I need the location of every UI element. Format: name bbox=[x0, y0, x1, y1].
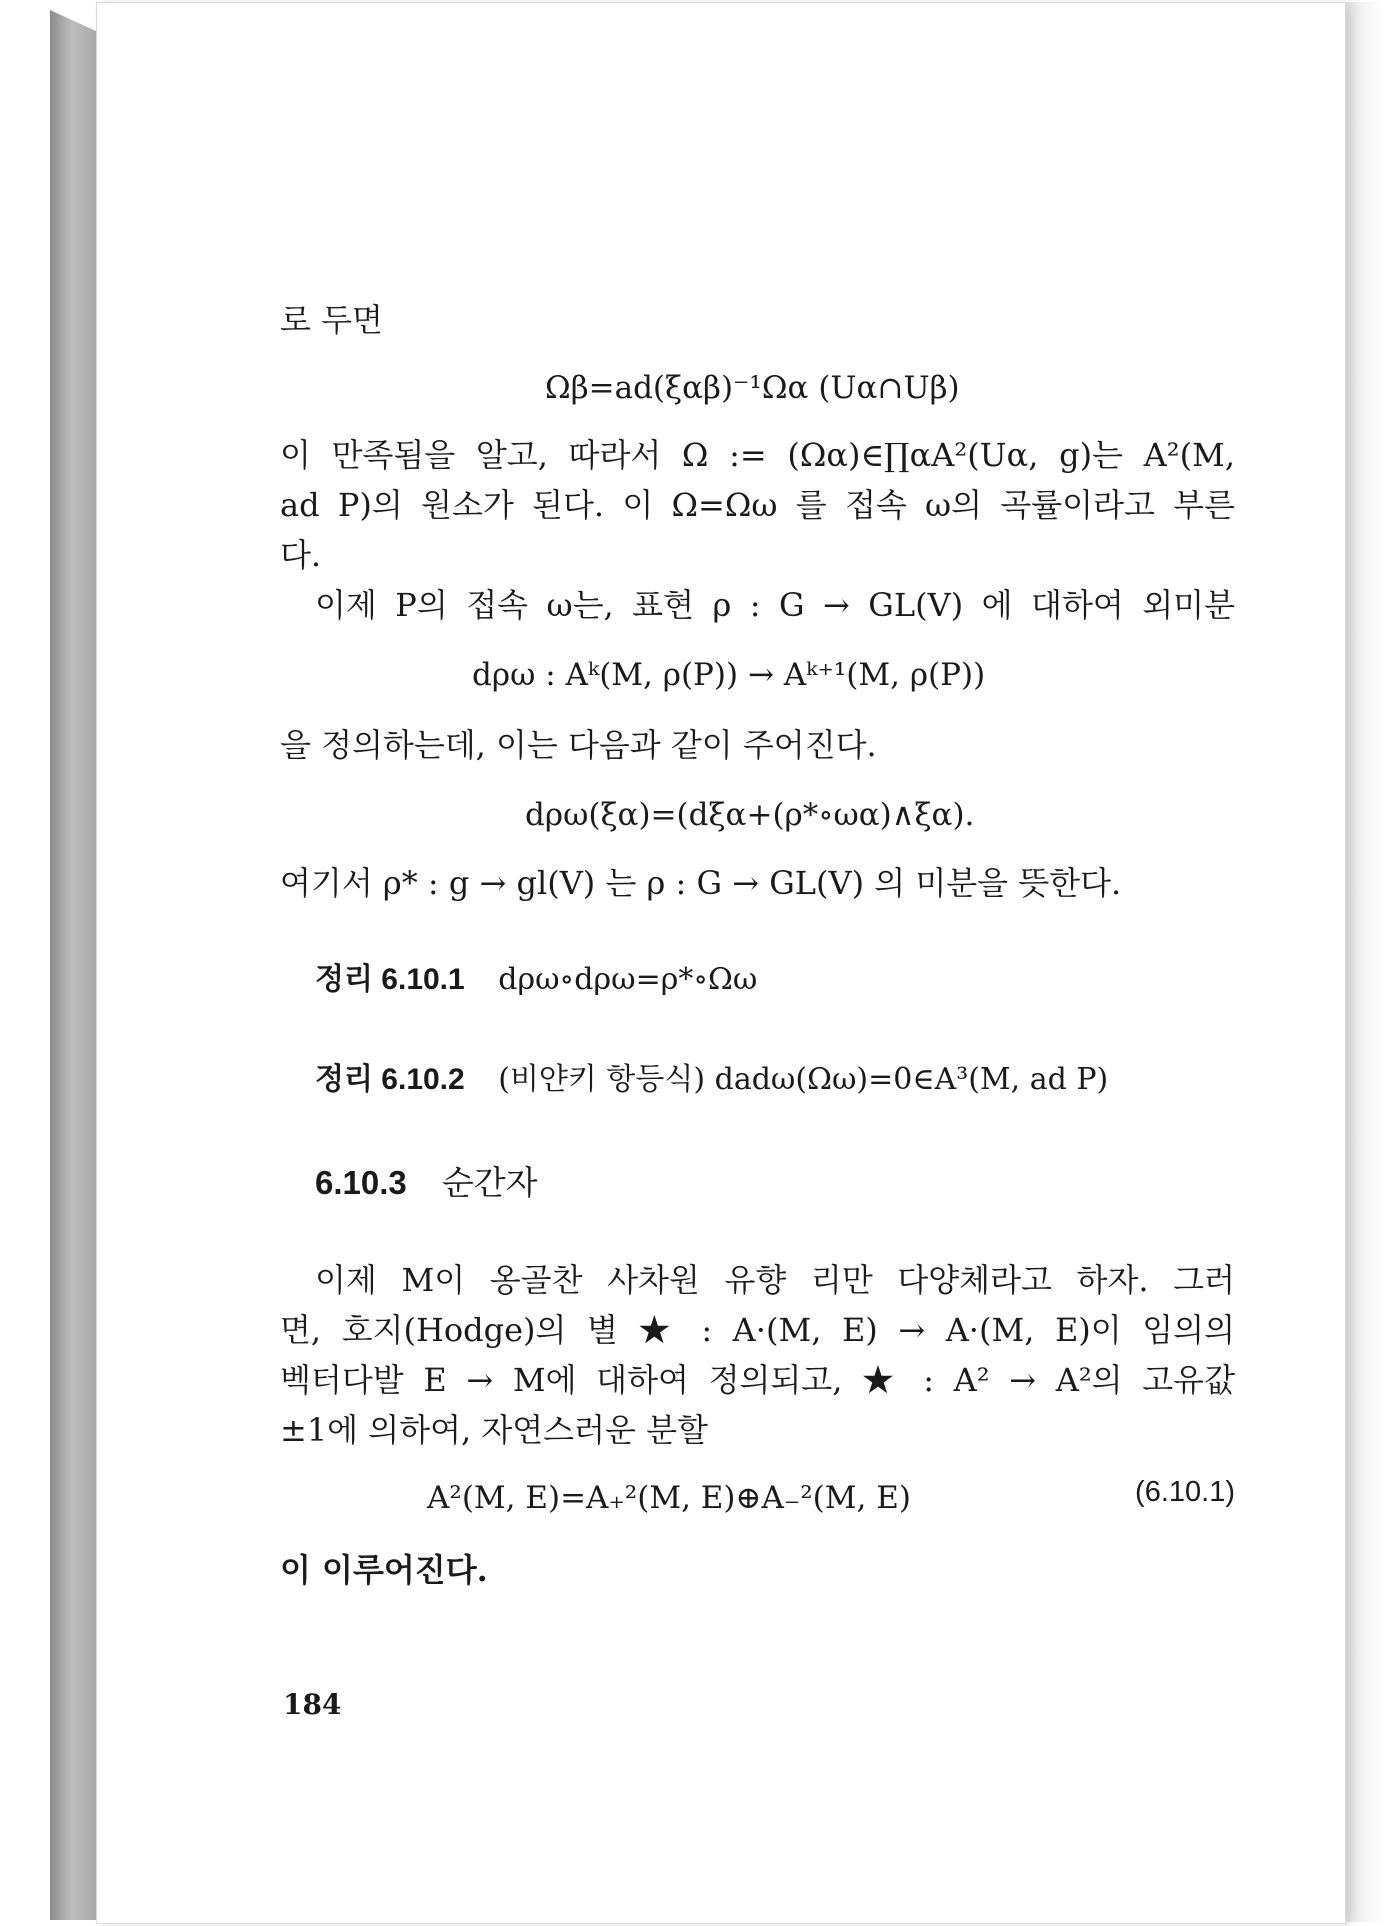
section-heading bbox=[315, 1158, 538, 1208]
text-line: 이 이루어진다. bbox=[280, 1551, 488, 1589]
equation: A²(M, E)=A₊²(M, E)⊕A₋²(M, E) bbox=[427, 1480, 911, 1516]
text-line: 면, 호지(Hodge)의 별 ★ : A·(M, E) → A·(M, E)이 임의의 bbox=[280, 1311, 1235, 1349]
equation: Ωβ=ad(ξαβ)⁻¹Ωα (Uα∩Uβ) bbox=[545, 370, 960, 406]
text-line: 이제 M이 옹골찬 사차원 유향 리만 다양체라고 하자. 그러 bbox=[315, 1261, 1235, 1299]
theorem-6-10-2 bbox=[315, 1058, 1108, 1102]
theorem-label: 정리 6.10.1 bbox=[315, 963, 465, 996]
equation: dρω(ξα)=(dξα+(ρ*∘ωα)∧ξα). bbox=[525, 797, 975, 833]
theorem-body: dρω∘dρω=ρ*∘Ωω bbox=[498, 962, 758, 997]
equation-number: (6.10.1) bbox=[1135, 1476, 1235, 1508]
book-spine bbox=[50, 10, 98, 1920]
text-line: 이제 P의 접속 ω는, 표현 ρ : G → GL(V) 에 대하여 외미분 bbox=[315, 586, 1235, 624]
theorem-body: (비얀키 항등식) dadω(Ωω)=0∈A³(M, ad P) bbox=[498, 1062, 1109, 1097]
text-line: 다. bbox=[280, 536, 322, 574]
section-number: 6.10.3 bbox=[315, 1164, 407, 1201]
page-edge bbox=[1340, 2, 1386, 1922]
equation: dρω : Aᵏ(M, ρ(P)) → Aᵏ⁺¹(M, ρ(P)) bbox=[472, 657, 986, 693]
text-line: 벡터다발 E → M에 대하여 정의되고, ★ : A² → A²의 고유값 bbox=[280, 1361, 1235, 1399]
page-number: 184 bbox=[283, 1688, 342, 1721]
text-line: 로 두면 bbox=[280, 301, 383, 339]
section-title: 순간자 bbox=[441, 1164, 538, 1201]
theorem-label: 정리 6.10.2 bbox=[315, 1063, 465, 1096]
text-line: 여기서 ρ* : g → gl(V) 는 ρ : G → GL(V) 의 미분을 뜻한다. bbox=[280, 864, 1122, 902]
text-line: 이 만족됨을 알고, 따라서 Ω := (Ωα)∈∏αA²(Uα, g)는 A²(M, bbox=[280, 436, 1235, 474]
book-page bbox=[96, 2, 1346, 1924]
text-line: 을 정의하는데, 이는 다음과 같이 주어진다. bbox=[280, 726, 877, 764]
text-line: ad P)의 원소가 된다. 이 Ω=Ωω 를 접속 ω의 곡률이라고 부른 bbox=[280, 486, 1235, 524]
text-line: ±1에 의하여, 자연스러운 분할 bbox=[280, 1411, 708, 1449]
page-content bbox=[97, 3, 1345, 1923]
theorem-6-10-1 bbox=[315, 958, 757, 1002]
